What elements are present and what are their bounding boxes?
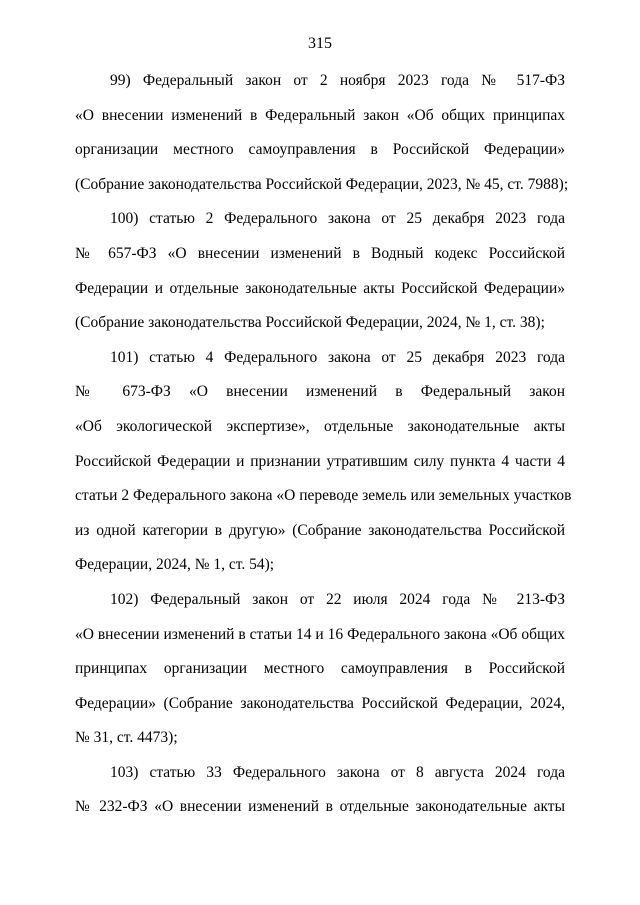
paragraph-100 xyxy=(75,202,565,340)
text-line: (Собрание законодательства Российской Федерации, 2024, № 1, ст. 38); xyxy=(75,314,545,332)
text-line: из одной категории в другую» (Собрание законодательства Российской xyxy=(75,521,565,539)
text-line: 102) Федеральный закон от 22 июля 2024 года № 213-ФЗ xyxy=(110,590,565,608)
paragraph-103 xyxy=(75,756,565,825)
paragraph-102 xyxy=(75,583,565,756)
text-line: 101) статью 4 Федерального закона от 25 декабря 2023 года xyxy=(110,348,565,366)
text-line: «Об экологической экспертизе», отдельные законодательные акты xyxy=(75,417,565,435)
text-line: 103) статью 33 Федерального закона от 8 августа 2024 года xyxy=(110,763,565,781)
paragraph-101 xyxy=(75,341,572,583)
text-line: 100) статью 2 Федерального закона от 25 декабря 2023 года xyxy=(110,210,565,228)
document-content xyxy=(75,64,572,825)
page-number: 315 xyxy=(308,35,332,52)
text-line: «О внесении изменений в статьи 14 и 16 Федерального закона «Об общих xyxy=(75,625,565,643)
text-line: Федерации, 2024, № 1, ст. 54); xyxy=(75,556,275,574)
paragraph-99 xyxy=(75,64,569,202)
text-line: № 31, ст. 4473); xyxy=(75,729,178,747)
text-line: 99) Федеральный закон от 2 ноября 2023 года № 517-ФЗ xyxy=(110,72,565,89)
text-line: № 673-ФЗ «О внесении изменений в Федеральный закон xyxy=(75,383,565,401)
text-line: (Собрание законодательства Российской Федерации, 2023, № 45, ст. 7988); xyxy=(75,175,569,193)
text-line: № 657-ФЗ «О внесении изменений в Водный кодекс Российской xyxy=(75,244,565,262)
text-line: № 232-ФЗ «О внесении изменений в отдельные законодательные акты xyxy=(75,798,565,816)
text-line: организации местного самоуправления в Российской Федерации» xyxy=(75,141,565,159)
text-line: «О внесении изменений в Федеральный закон «Об общих принципах xyxy=(75,106,565,124)
text-line: принципах организации местного самоуправления в Российской xyxy=(75,660,565,678)
text-line: статьи 2 Федерального закона «О переводе земель или земельных участков xyxy=(75,487,572,505)
text-line: Федерации и отдельные законодательные акты Российской Федерации» xyxy=(75,279,565,297)
text-line: Федерации» (Собрание законодательства Российской Федерации, 2024, xyxy=(75,694,565,712)
text-line: Российской Федерации и признании утратившим силу пункта 4 части 4 xyxy=(75,452,565,470)
